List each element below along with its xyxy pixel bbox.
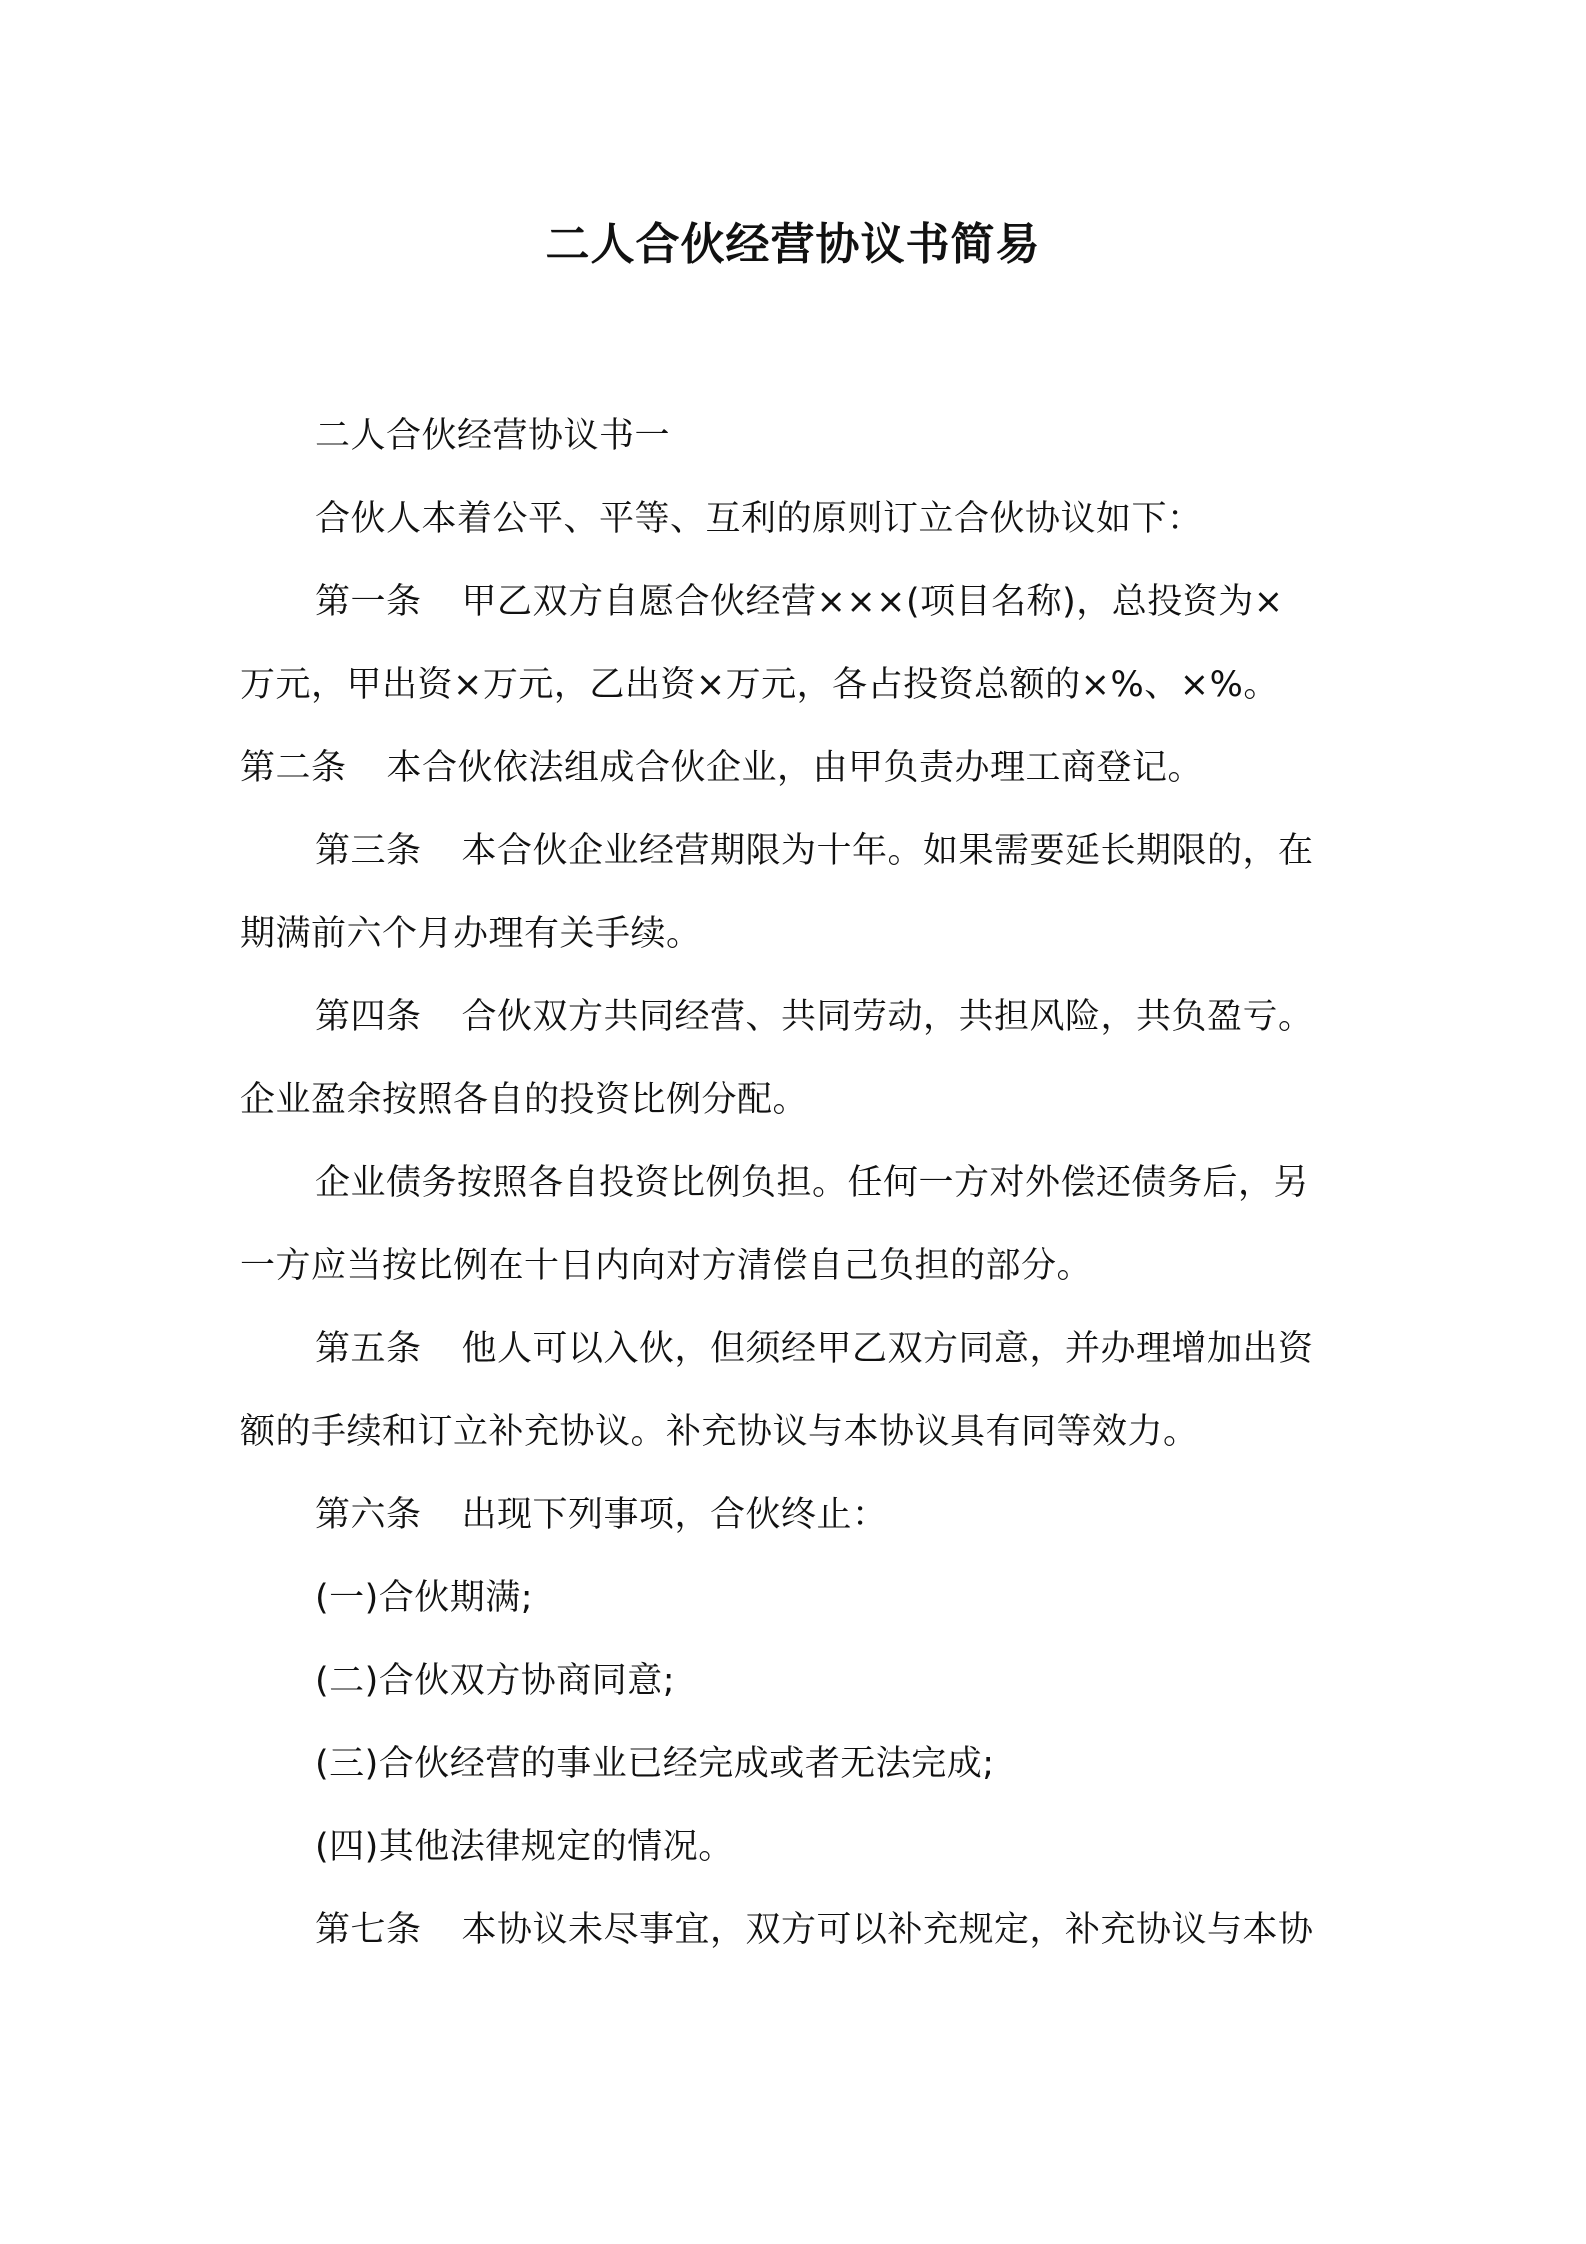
article-7-label: 第七条 xyxy=(315,1910,422,1950)
article-3-text: 本合伙企业经营期限为十年。如果需要延长期限的，在 xyxy=(461,831,1314,871)
article-4-text: 合伙双方共同经营、共同劳动，共担风险，共负盈亏。 xyxy=(461,997,1314,1037)
article-6-text: 出现下列事项，合伙终止： xyxy=(461,1495,888,1535)
article-5-continuation: 额的手续和订立补充协议。补充协议与本协议具有同等效力。 xyxy=(240,1412,1199,1452)
termination-item-4: (四)其他法律规定的情况。 xyxy=(315,1827,734,1867)
termination-item-3: (三)合伙经营的事业已经完成或者无法完成; xyxy=(315,1744,995,1784)
article-6-label: 第六条 xyxy=(315,1495,422,1535)
intro-paragraph: 合伙人本着公平、平等、互利的原则订立合伙协议如下： xyxy=(315,499,1203,539)
article-4-continuation: 企业盈余按照各自的投资比例分配。 xyxy=(240,1080,809,1120)
article-4-label: 第四条 xyxy=(315,997,422,1037)
article-5-line xyxy=(315,1324,1360,1374)
article-1-label: 第一条 xyxy=(315,582,422,622)
article-5-label: 第五条 xyxy=(315,1329,422,1369)
article-2-label: 第二条 xyxy=(240,748,347,788)
article-7-line xyxy=(315,1905,1360,1955)
debt-paragraph-continuation: 一方应当按比例在十日内向对方清偿自己负担的部分。 xyxy=(240,1246,1093,1286)
article-4-line xyxy=(315,992,1360,1042)
article-6-line xyxy=(315,1490,1360,1540)
article-3-label: 第三条 xyxy=(315,831,422,871)
debt-paragraph-line: 企业债务按照各自投资比例负担。任何一方对外偿还债务后，另 xyxy=(315,1163,1310,1203)
article-5-text: 他人可以入伙，但须经甲乙双方同意，并办理增加出资 xyxy=(461,1329,1314,1369)
document-title: 二人合伙经营协议书简易 xyxy=(545,219,1041,270)
article-3-line xyxy=(315,826,1360,876)
article-2-text: 本合伙依法组成合伙企业，由甲负责办理工商登记。 xyxy=(386,748,1204,788)
termination-item-2: (二)合伙双方协商同意; xyxy=(315,1661,676,1701)
article-1-continuation: 万元，甲出资×万元，乙出资×万元，各占投资总额的×%、×%。 xyxy=(240,665,1279,705)
document-subtitle: 二人合伙经营协议书一 xyxy=(315,416,671,456)
termination-item-1: (一)合伙期满; xyxy=(315,1578,534,1618)
article-7-text: 本协议未尽事宜，双方可以补充规定，补充协议与本协 xyxy=(461,1910,1314,1950)
article-2-line xyxy=(240,743,1360,793)
article-3-continuation: 期满前六个月办理有关手续。 xyxy=(240,914,702,954)
article-1-text: 甲乙双方自愿合伙经营×××(项目名称)，总投资为× xyxy=(461,582,1284,622)
article-1-line xyxy=(315,577,1360,627)
